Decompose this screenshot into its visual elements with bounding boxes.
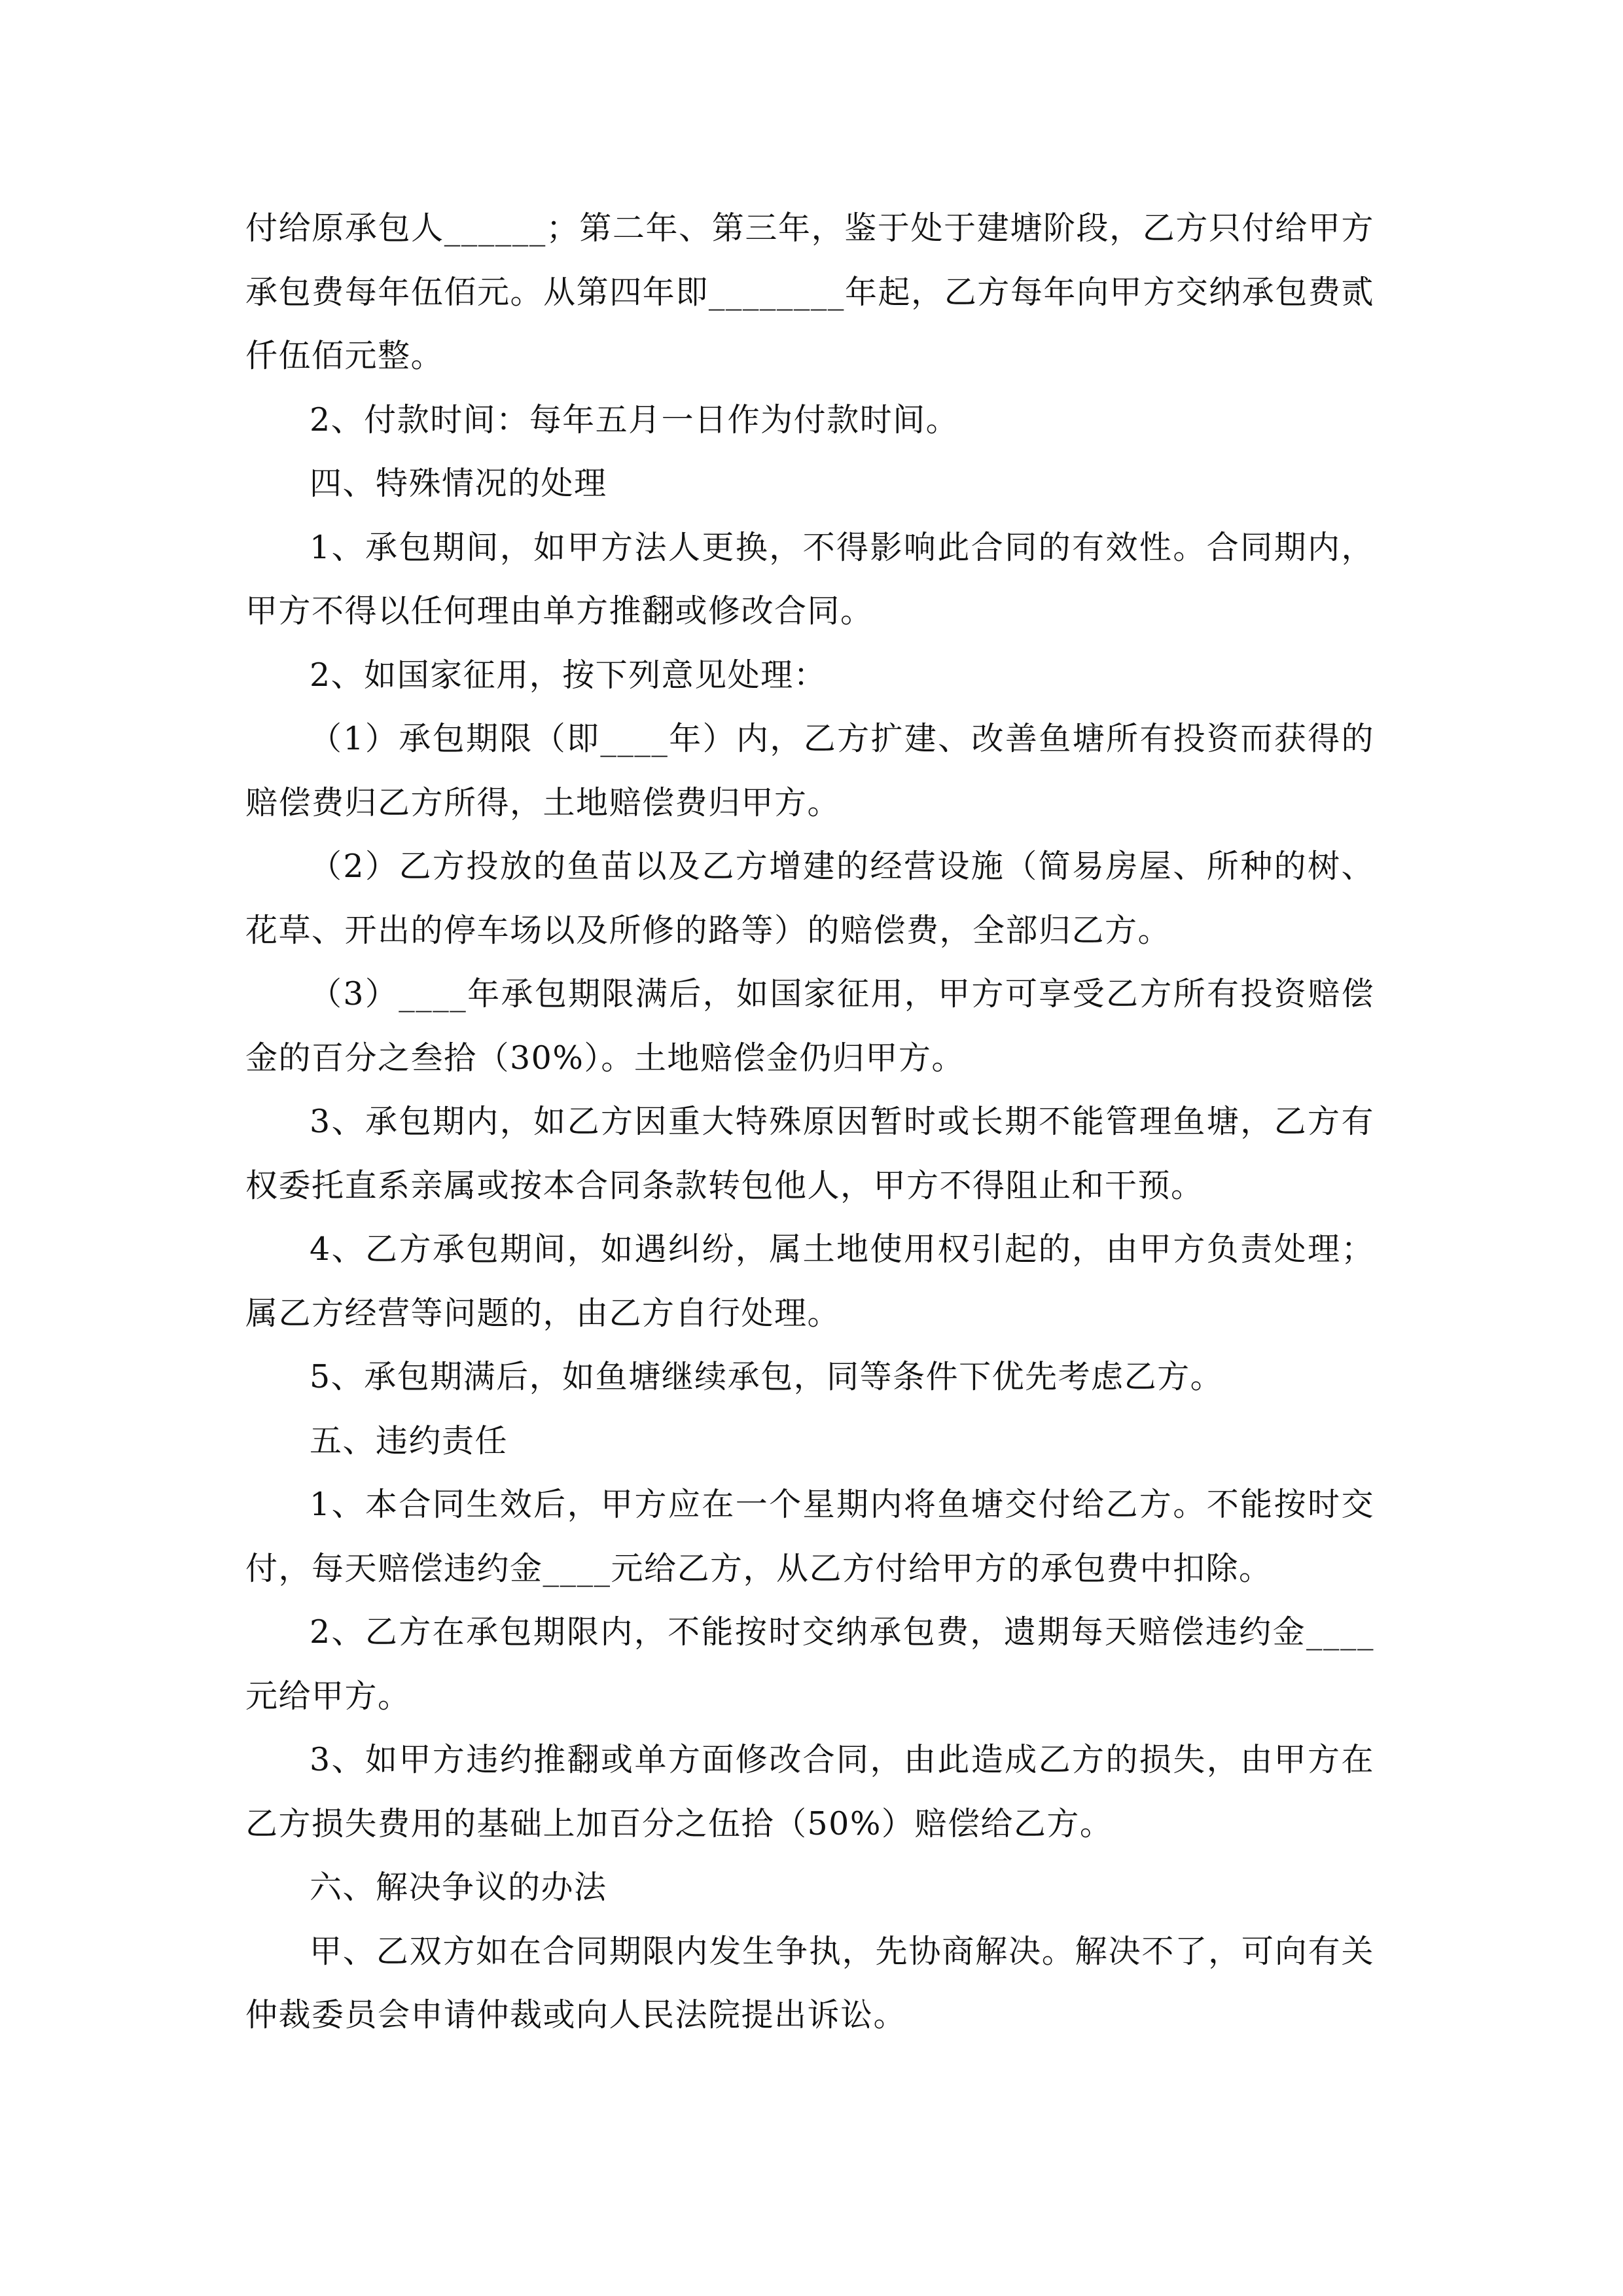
- paragraph-disputes-handling: 4、乙方承包期间，如遇纠纷，属土地使用权引起的，由甲方负责处理；属乙方经营等问题的，由乙方自行处理。: [245, 1230, 1374, 1332]
- paragraph-breach-party-a-delivery: 1、本合同生效后，甲方应在一个星期内将鱼塘交付给乙方。不能按时交付，每天赔偿违约金____元给乙方，从乙方付给甲方的承包费中扣除。: [245, 1486, 1374, 1587]
- section-heading-breach: 五、违约责任: [310, 1422, 508, 1460]
- paragraph-requisition-item-2: （2）乙方投放的鱼苗以及乙方增建的经营设施（简易房屋、所种的树、花草、开出的停车场以及所修的路等）的赔偿费，全部归乙方。: [245, 848, 1374, 949]
- paragraph-requisition-item-1: （1）承包期限（即____年）内，乙方扩建、改善鱼塘所有投资而获得的赔偿费归乙方所得，土地赔偿费归甲方。: [245, 720, 1374, 821]
- paragraph-payment-terms-continued: 付给原承包人______；第二年、第三年，鉴于处于建塘阶段，乙方只付给甲方承包费每年伍佰元。从第四年即________年起，乙方每年向甲方交纳承包费贰仟伍佰元整。: [245, 209, 1374, 374]
- paragraph-state-requisition: 2、如国家征用，按下列意见处理：: [310, 656, 827, 694]
- paragraph-breach-party-a-compensation: 3、如甲方违约推翻或单方面修改合同，由此造成乙方的损失，由甲方在乙方损失费用的基础上加百分之伍拾（50%）赔偿给乙方。: [245, 1741, 1374, 1842]
- paragraph-renewal-priority: 5、承包期满后，如鱼塘继续承包，同等条件下优先考虑乙方。: [310, 1358, 1224, 1395]
- paragraph-legal-person-change: 1、承包期间，如甲方法人更换，不得影响此合同的有效性。合同期内，甲方不得以任何理由单方推翻或修改合同。: [245, 528, 1374, 630]
- paragraph-breach-party-b-payment: 2、乙方在承包期限内，不能按时交纳承包费，遗期每天赔偿违约金____元给甲方。: [245, 1613, 1374, 1715]
- paragraph-subcontract: 3、承包期内，如乙方因重大特殊原因暂时或长期不能管理鱼塘，乙方有权委托直系亲属或按本合同条款转包他人，甲方不得阻止和干预。: [245, 1103, 1374, 1204]
- section-heading-dispute-resolution: 六、解决争议的办法: [310, 1869, 607, 1906]
- paragraph-requisition-item-3: （3）____年承包期限满后，如国家征用，甲方可享受乙方所有投资赔偿金的百分之叁拾（30%）。土地赔偿金仍归甲方。: [245, 975, 1374, 1077]
- paragraph-dispute-resolution: 甲、乙双方如在合同期限内发生争执，先协商解决。解决不了，可向有关仲裁委员会申请仲裁或向人民法院提出诉讼。: [245, 1932, 1374, 2034]
- section-heading-special-cases: 四、特殊情况的处理: [310, 465, 607, 502]
- document-body: [245, 196, 1374, 2047]
- paragraph-payment-time: 2、付款时间：每年五月一日作为付款时间。: [310, 401, 959, 439]
